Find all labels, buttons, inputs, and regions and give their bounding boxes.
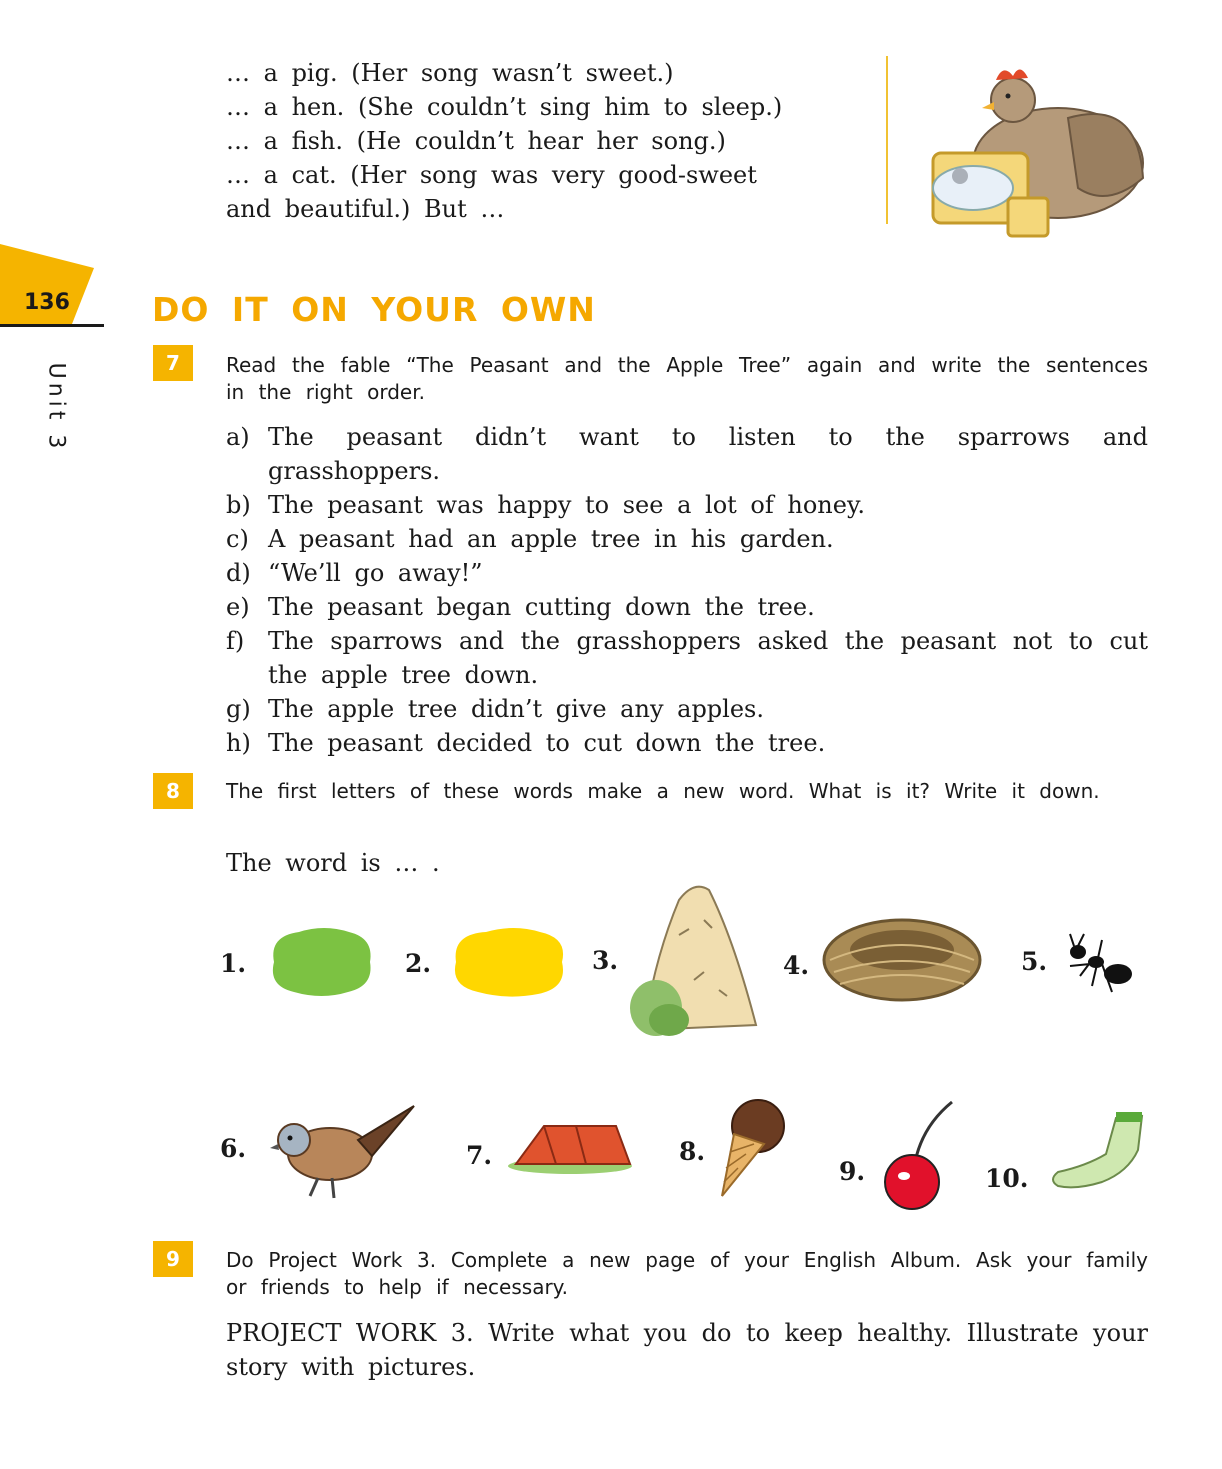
mountain-icon bbox=[624, 880, 762, 1040]
exercise-instruction: Do Project Work 3. Complete a new page of your English Album. Ask your family or friends to help if necessary. bbox=[226, 1248, 1148, 1299]
nest-icon bbox=[820, 910, 984, 1006]
item-text: The apple tree didn’t give any apples. bbox=[268, 695, 764, 723]
list-item bbox=[226, 556, 1148, 590]
picture-label: 7. bbox=[466, 1141, 493, 1170]
list-item bbox=[226, 692, 1148, 726]
word-prompt: The word is … . bbox=[226, 849, 440, 877]
ice-cream-icon bbox=[716, 1096, 792, 1200]
exercise-number-badge: 7 bbox=[153, 345, 193, 381]
section-title: DO IT ON YOUR OWN bbox=[152, 290, 596, 329]
poem-line: … a pig. (Her song wasn’t sweet.) bbox=[226, 59, 674, 87]
exercise-number-badge: 8 bbox=[153, 773, 193, 809]
item-label: d) bbox=[226, 559, 251, 587]
sentence-list bbox=[226, 420, 1148, 760]
poem-line: … a fish. (He couldn’t hear her song.) bbox=[226, 127, 726, 155]
picture-label: 6. bbox=[220, 1134, 247, 1163]
item-label: f) bbox=[226, 627, 245, 655]
sparrow-icon bbox=[268, 1100, 418, 1204]
ant-icon bbox=[1062, 930, 1138, 1000]
tent-icon bbox=[506, 1118, 634, 1176]
item-label: g) bbox=[226, 695, 251, 723]
hen-illustration bbox=[908, 58, 1148, 248]
item-text: The sparrows and the grasshoppers asked the peasant not to cut the apple tree down. bbox=[268, 627, 1148, 689]
project-work-text: PROJECT WORK 3. Write what you do to keep healthy. Illustrate your story with pictures. bbox=[226, 1319, 1148, 1381]
item-text: “We’ll go away!” bbox=[268, 559, 483, 587]
item-label: h) bbox=[226, 729, 251, 757]
exercise-instruction: Read the fable “The Peasant and the Apple Tree” again and write the sentences in the right order. bbox=[226, 353, 1148, 404]
list-item bbox=[226, 420, 1148, 488]
poem-block bbox=[226, 56, 854, 226]
poem-line: … a hen. (She couldn’t sing him to sleep.) bbox=[226, 93, 783, 121]
page-tab-rule bbox=[0, 324, 104, 327]
sock-icon bbox=[1046, 1110, 1146, 1192]
list-item bbox=[226, 488, 1148, 522]
list-item bbox=[226, 590, 1148, 624]
item-label: e) bbox=[226, 593, 250, 621]
unit-label: Unit 3 bbox=[43, 362, 69, 453]
picture-label: 10. bbox=[985, 1164, 1029, 1193]
picture-label: 4. bbox=[783, 951, 810, 980]
yellow-blob-icon bbox=[448, 924, 570, 1000]
item-label: b) bbox=[226, 491, 251, 519]
picture-label: 2. bbox=[405, 949, 432, 978]
picture-label: 8. bbox=[679, 1137, 706, 1166]
picture-label: 3. bbox=[592, 946, 619, 975]
exercise-instruction: The first letters of these words make a new word. What is it? Write it down. bbox=[226, 779, 1100, 803]
item-text: The peasant was happy to see a lot of honey. bbox=[268, 491, 865, 519]
item-label: a) bbox=[226, 423, 250, 451]
page-tab bbox=[0, 0, 104, 330]
item-label: c) bbox=[226, 525, 249, 553]
item-text: The peasant didn’t want to listen to the sparrows and grasshoppers. bbox=[268, 423, 1148, 485]
picture-label: 5. bbox=[1021, 947, 1048, 976]
picture-label: 9. bbox=[839, 1157, 866, 1186]
poem-line: and beautiful.) But … bbox=[226, 195, 505, 223]
item-text: The peasant began cutting down the tree. bbox=[268, 593, 815, 621]
green-blob-icon bbox=[264, 924, 376, 1000]
list-item bbox=[226, 522, 1148, 556]
cherry-icon bbox=[880, 1098, 960, 1210]
list-item bbox=[226, 624, 1148, 692]
picture-label: 1. bbox=[220, 949, 247, 978]
divider-line bbox=[886, 56, 888, 224]
page-number: 136 bbox=[24, 290, 70, 315]
poem-line: … a cat. (Her song was very good-sweet bbox=[226, 161, 757, 189]
exercise-number-badge: 9 bbox=[153, 1241, 193, 1277]
list-item bbox=[226, 726, 1148, 760]
item-text: The peasant decided to cut down the tree. bbox=[268, 729, 826, 757]
item-text: A peasant had an apple tree in his garden. bbox=[268, 525, 834, 553]
